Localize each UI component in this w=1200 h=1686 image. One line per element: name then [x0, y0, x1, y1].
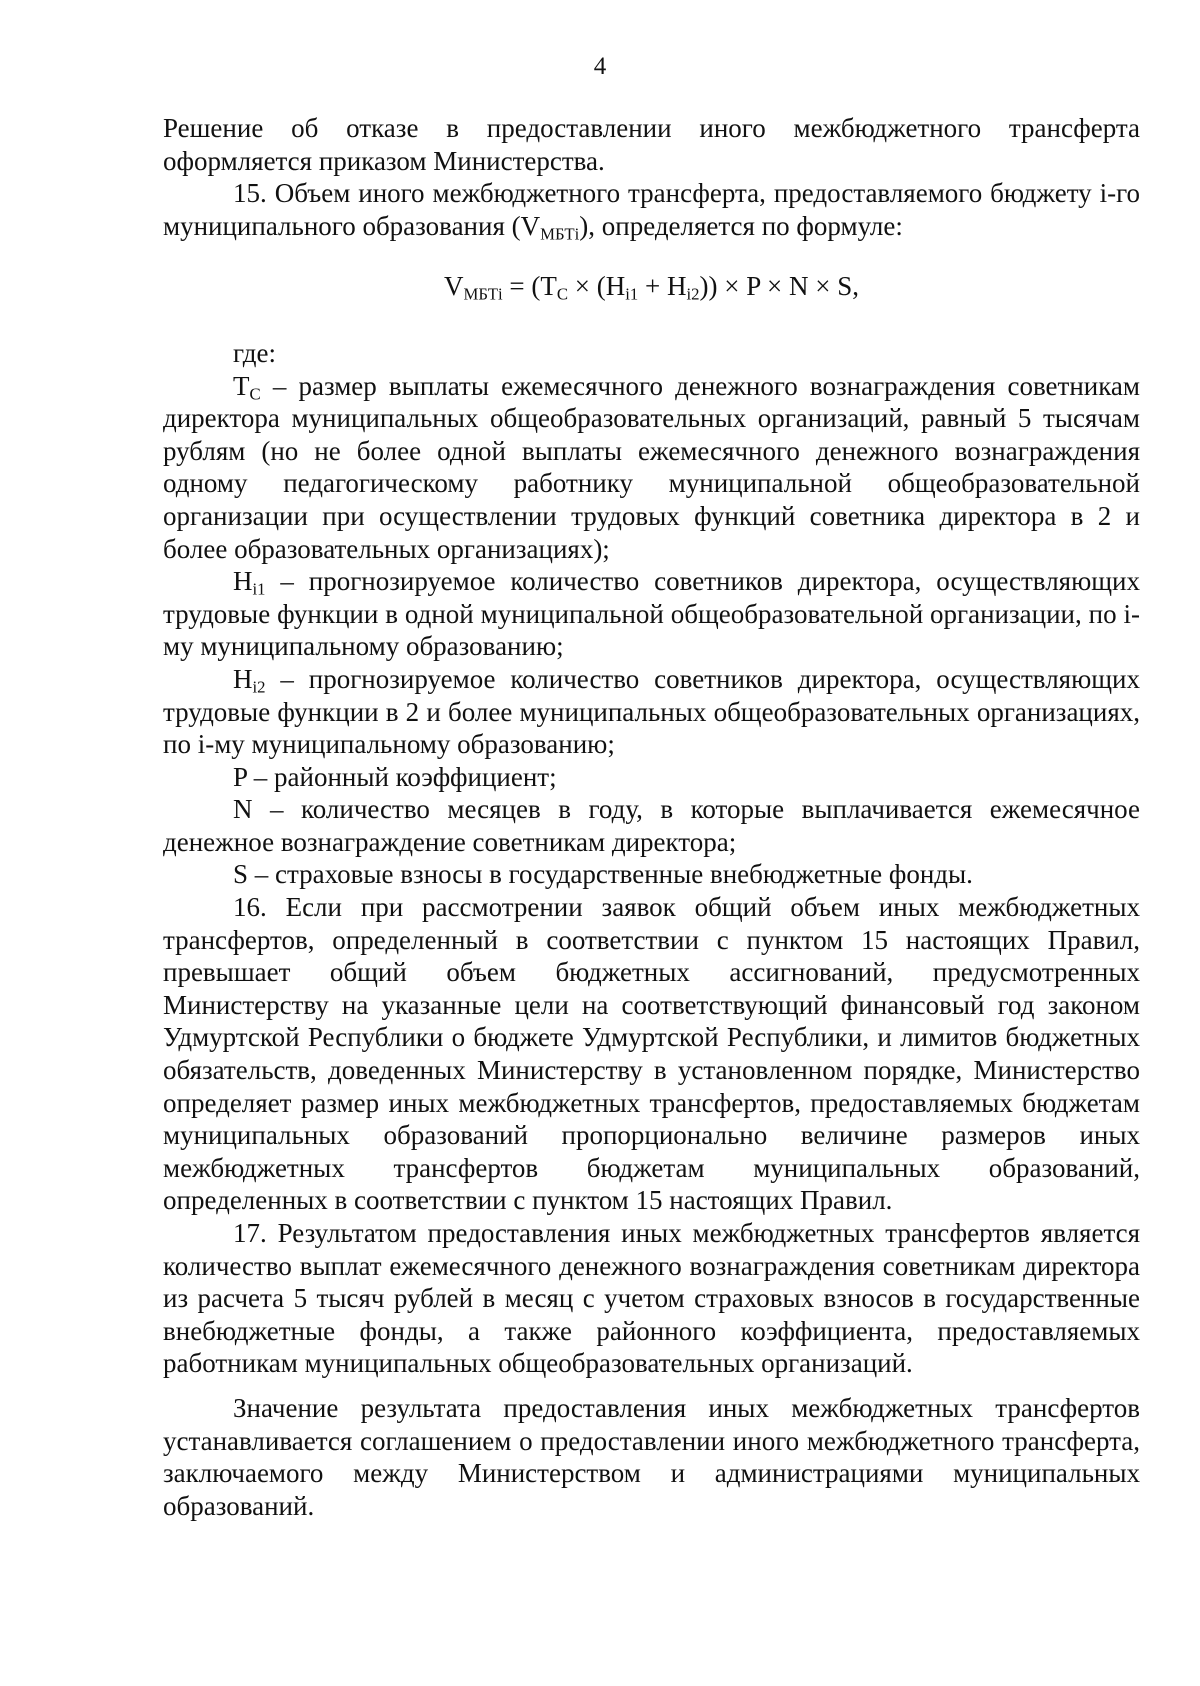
paragraph-15 [163, 177, 1140, 242]
definition-n: N – количество месяцев в году, в которые выплачивается ежемесячное денежное вознаграждение советникам директора; [163, 794, 1140, 857]
hi1-symbol: H [233, 566, 253, 597]
paragraph-15-tail: ), определяется по формуле: [579, 210, 903, 241]
tc-subscript: C [249, 384, 261, 404]
formula-v: V [444, 271, 464, 302]
paragraph-result-value: Значение результата предоставления иных межбюджетных трансфертов устанавливается соглашением о предоставлении иного межбюджетного трансферта, заключаемого между Министерством и администрациями муниципальных образований. [163, 1392, 1140, 1521]
formula-eq: = (T [502, 271, 557, 302]
hi1-text: – прогнозируемое количество советников директора, осуществляющих трудовые функции в одной муниципальной общеобразовательной организации, по i-му муниципальному образованию; [163, 566, 1140, 662]
paragraph-16: 16. Если при рассмотрении заявок общий объем иных межбюджетных трансфертов, определенный в соответствии с пунктом 15 настоящих Правил, превышает общий объем бюджетных ассигнований, предусмотренных Министерству на указанные цели на соответствующий финансовый год законом Удмуртской Республики о бюджете Удмуртской Республики, и лимитов бюджетных обязательств, доведенных Министерству в установленном порядке, Министерство определяет размер иных межбюджетных трансфертов, предоставляемых бюджетам муниципальных образований пропорционально величине размеров иных межбюджетных трансфертов бюджетам муниципальных образований, определенных в соответствии с пунктом 15 настоящих Правил. [163, 892, 1140, 1216]
paragraph-15-subscript: МБТi [540, 224, 580, 244]
definition-hi1 [163, 565, 1140, 663]
formula-v-subscript: МБТi [463, 285, 503, 305]
definition-p: P – районный коэффициент; [233, 761, 557, 792]
document-body [163, 112, 1140, 1522]
tc-symbol: T [233, 370, 250, 401]
formula-tail: )) × P × N × S, [699, 271, 859, 302]
formula-h2-subscript: i2 [686, 285, 700, 305]
paragraph-refusal: Решение об отказе в предоставлении иного межбюджетного трансферта оформляется приказом Министерства. [163, 113, 1140, 176]
tc-text: – размер выплаты ежемесячного денежного вознаграждения советникам директора муниципальных общеобразовательных организаций, равный 5 тысячам рублям (но не более одной выплаты ежемесячного денежного вознаграждения одному педагогическому работнику муниципальной общеобразовательной организации при осуществлении трудовых функций советника директора в 2 и более образовательных организациях); [163, 370, 1140, 564]
hi2-text: – прогнозируемое количество советников директора, осуществляющих трудовые функции в 2 и более муниципальных общеобразовательных организациях, по i-му муниципальному образованию; [163, 663, 1140, 760]
definition-hi2 [163, 663, 1140, 761]
formula-h1-subscript: i1 [625, 285, 639, 305]
hi2-subscript: i2 [252, 677, 266, 697]
formula-t-subscript: C [556, 285, 569, 305]
page-number: 4 [593, 53, 607, 80]
definition-tc [163, 370, 1140, 566]
formula [163, 270, 1140, 303]
paragraph-17: 17. Результатом предоставления иных межбюджетных трансфертов является количество выплат ежемесячного денежного вознаграждения советникам директора из расчета 5 тысяч рублей в месяц с учетом страховых взносов в государственные внебюджетные фонды, а также районного коэффициента, предоставляемых работникам муниципальных общеобразовательных организаций. [163, 1218, 1140, 1379]
formula-mid2: + H [638, 271, 687, 302]
hi1-subscript: i1 [252, 579, 266, 599]
where-label: где: [233, 337, 276, 368]
definition-s: S – страховые взносы в государственные внебюджетные фонды. [233, 859, 973, 890]
hi2-symbol: H [233, 663, 253, 694]
formula-mid1: × (H [568, 271, 626, 302]
paragraph-15-lead: 15. Объем иного межбюджетного трансферта, предоставляемого бюджету i-го муниципального образования (V [163, 178, 1140, 241]
